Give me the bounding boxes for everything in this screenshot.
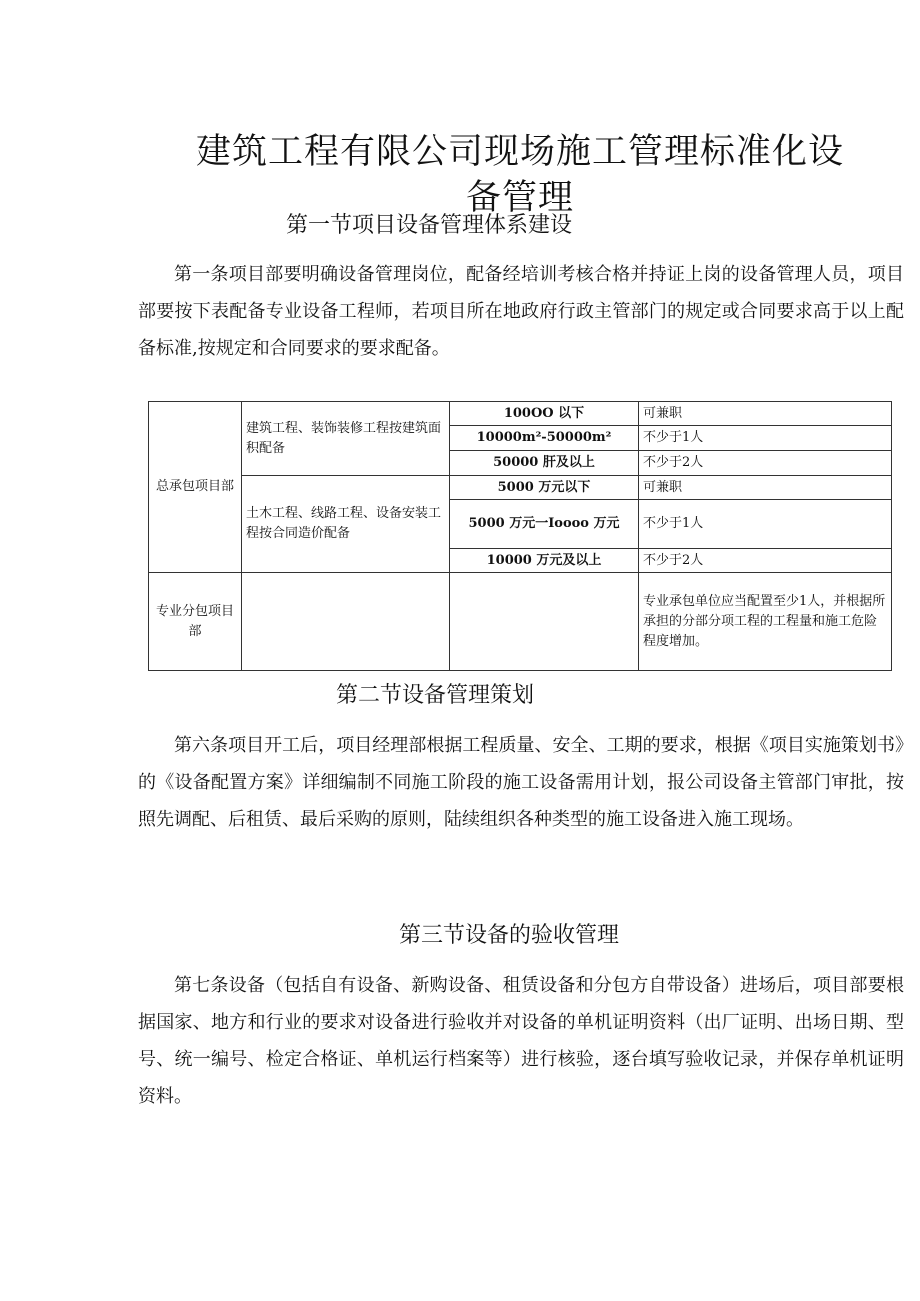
section-1-paragraph: 第一条项目部要明确设备管理岗位，配备经培训考核合格并持证上岗的设备管理人员，项目部要按下表配备专业设备工程师，若项目所在地政府行政主管部门的规定或合同要求高于以上配备标准,按规定和合同要求的要求配备。 [138, 264, 904, 359]
specialty-requirement-cell: 专业承包单位应当配置至少1人，并根据所承担的分部分项工程的工程量和施工危险程度增加。 [639, 573, 892, 671]
civil-category-cell: 土木工程、线路工程、设备安装工程按合同造价配备 [242, 476, 450, 573]
specialty-subcontractor-cell: 专业分包项目部 [149, 573, 242, 671]
section-3-paragraph: 第七条设备（包括自有设备、新购设备、租赁设备和分包方自带设备）进场后，项目部要根据国家、地方和行业的要求对设备进行验收并对设备的单机证明资料（出厂证明、出场日期、型号、统一编号、检定合格证、单机运行档案等）进行核验，逐台填写验收记录，并保存单机证明资料。 [138, 975, 904, 1107]
general-contractor-cell: 总承包项目部 [149, 402, 242, 573]
building-range-2: 10000m²-50000m² [450, 426, 639, 451]
section-3-heading: 第三节设备的验收管理 [399, 923, 620, 948]
civil-range-1: 5000 万元以下 [450, 476, 639, 500]
building-requirement-3: 不少于2人 [639, 451, 892, 476]
title-line-1: 建筑工程有限公司现场施工管理标准化设 [195, 132, 844, 173]
civil-requirement-2: 不少于1人 [639, 500, 892, 549]
section-1-heading: 第一节项目设备管理体系建设 [286, 213, 573, 238]
table-row [149, 402, 892, 426]
empty-cell [242, 573, 450, 671]
title-line-2: 备管理 [465, 178, 574, 219]
civil-range-2: 5000 万元一Ioooo 万元 [450, 500, 639, 549]
building-range-1: 100OO 以下 [450, 402, 639, 426]
table-row [149, 573, 892, 671]
civil-requirement-3: 不少于2人 [639, 549, 892, 573]
section-2-paragraph: 第六条项目开工后，项目经理部根据工程质量、安全、工期的要求，根据《项目实施策划书》的《设备配置方案》详细编制不同施工阶段的施工设备需用计划，报公司设备主管部门审批，按照先调配、后租赁、最后采购的原则，陆续组织各种类型的施工设备进入施工现场。 [138, 735, 904, 830]
civil-range-3: 10000 万元及以上 [450, 549, 639, 573]
building-category-cell: 建筑工程、装饰装修工程按建筑面积配备 [242, 402, 450, 476]
building-requirement-1: 可兼职 [639, 402, 892, 426]
document-title [190, 129, 850, 221]
empty-cell [450, 573, 639, 671]
building-requirement-2: 不少于1人 [639, 426, 892, 451]
equipment-engineer-staffing-table [148, 401, 892, 671]
civil-requirement-1: 可兼职 [639, 476, 892, 500]
section-2-heading: 第二节设备管理策划 [336, 683, 535, 708]
table-row [149, 476, 892, 500]
building-range-3: 50000 肝及以上 [450, 451, 639, 476]
